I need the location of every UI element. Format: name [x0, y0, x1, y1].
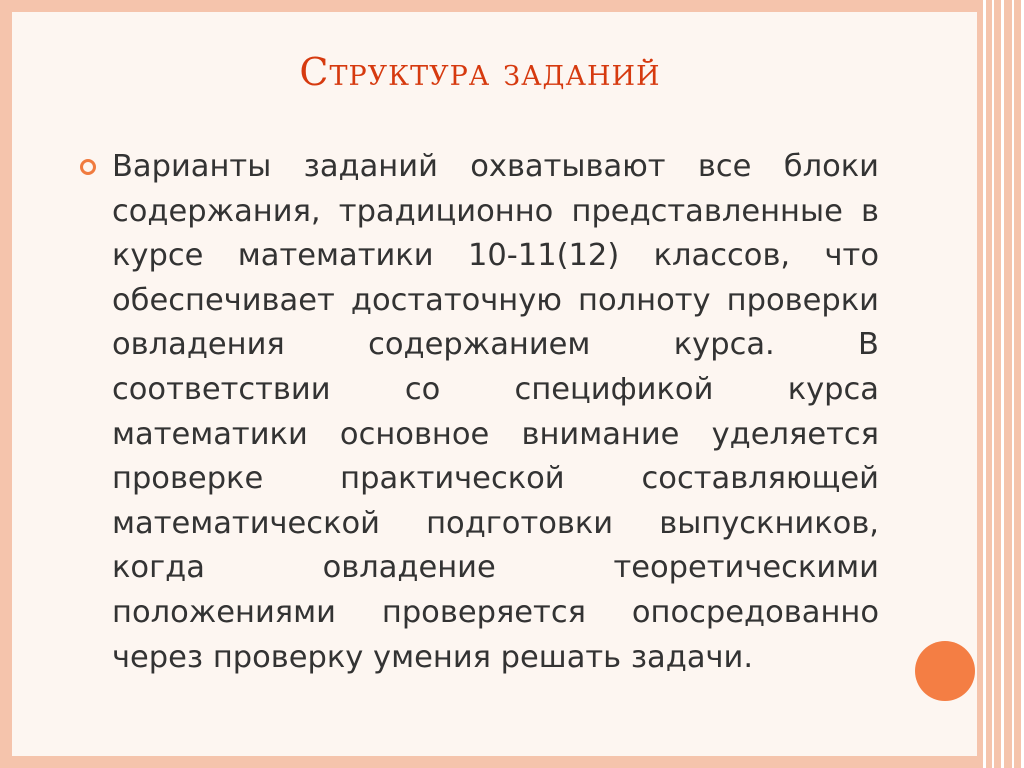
- stripe-line: [992, 0, 994, 768]
- stripe-line: [1001, 0, 1004, 768]
- slide-title: Структура заданий: [299, 50, 661, 94]
- right-edge-stripes: [977, 0, 1024, 768]
- bullet-text: Варианты заданий охватывают все блоки содержания, традиционно представленные в курсе математики 10-11(12) классов, что обеспечивает достаточную полноту проверки овладения содержанием курса. В соответствии со спецификой курса математики основное внимание уделяется проверке практической составляющей математической подготовки выпускников, когда овладение теоретическими положениями проверяется опосредованно через проверку умения решать задачи.: [112, 149, 879, 675]
- ring-bullet-icon: [80, 159, 96, 175]
- decorative-circle: [915, 641, 975, 701]
- stripe-line: [1012, 0, 1014, 768]
- stripe-line: [983, 0, 986, 768]
- bullet-item: [80, 145, 880, 680]
